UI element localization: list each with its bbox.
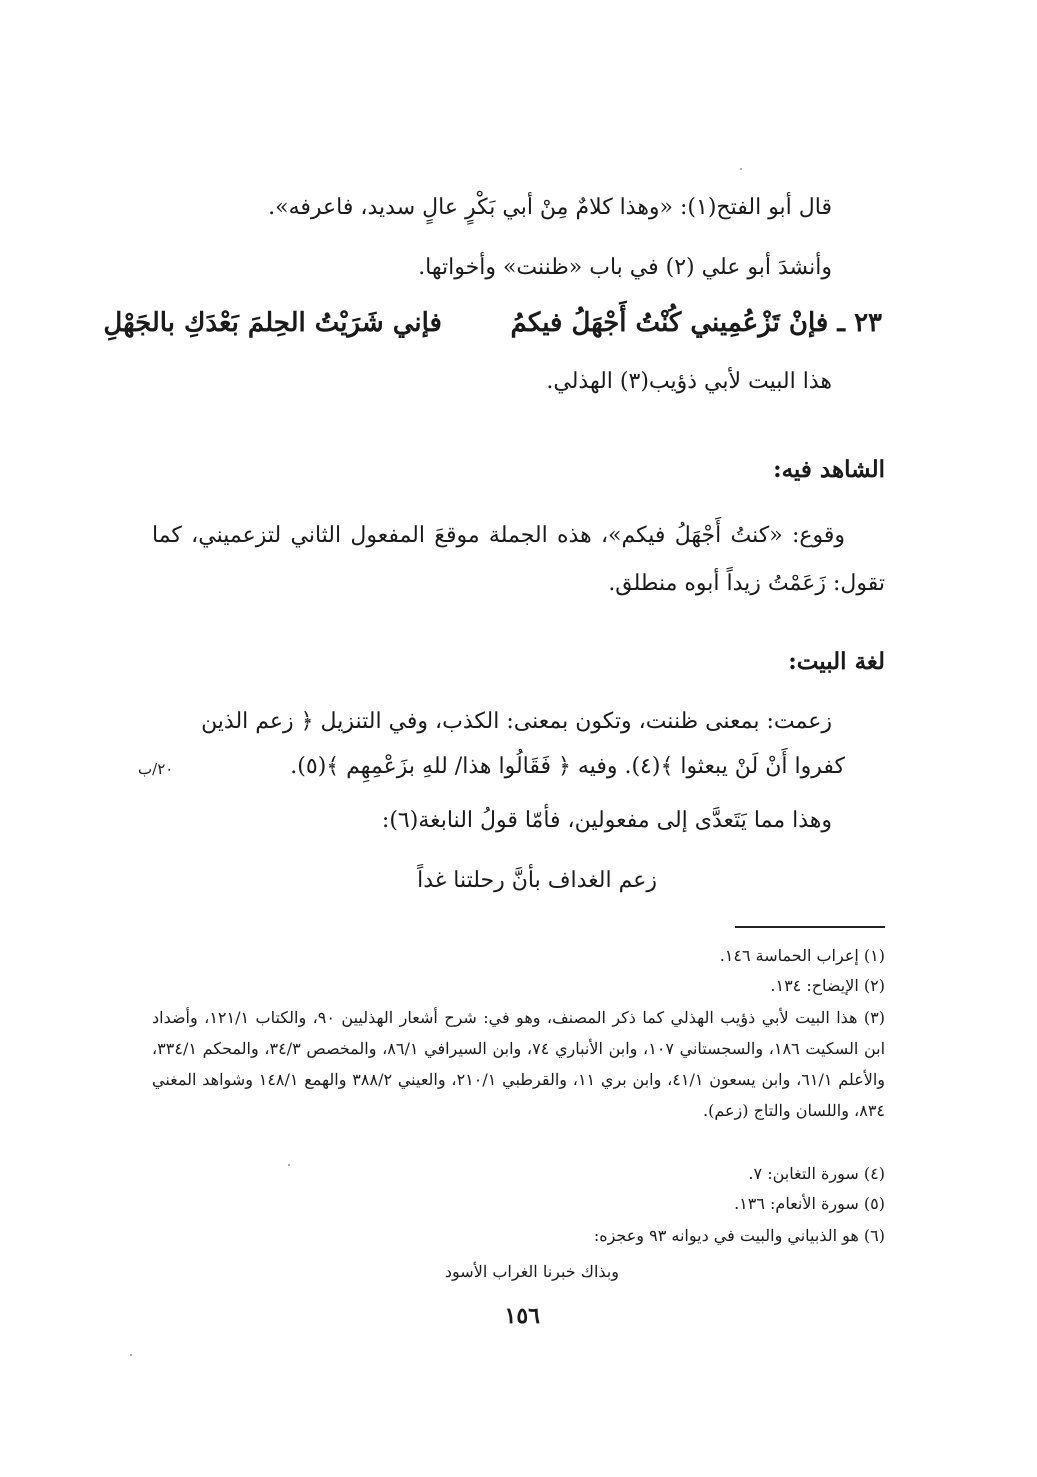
verse-second-hemistich: فإني شَرَيْتُ الحِلمَ بَعْدَكِ بالجَهْلِ <box>103 308 442 338</box>
footnote-6-verse: وبذاك خبرنا الغراب الأسود <box>444 1262 619 1281</box>
verse-line-ghudaf: زعم الغداف بأنَّ رحلتنا غداً <box>417 868 657 893</box>
text-line-zaamt: زعمت: بمعنى ظننت، وتكون بمعنى: الكذب، وفي التنزيل ﴿ زعم الذين <box>201 709 832 734</box>
verse-first-hemistich: ٢٣ ـ فإنْ تَزْعُمِيني كُنْتُ أَجْهَلُ فيكمُ <box>510 308 882 338</box>
footnote-4: (٤) سورة التغابن: ٧. <box>748 1164 885 1183</box>
footnote-6: (٦) هو الذبياني والبيت في ديوانه ٩٣ وعجزه: <box>593 1226 885 1245</box>
margin-folio-note: ٢٠/ب <box>138 760 174 778</box>
footnote-1: (١) إعراب الحماسة ١٤٦. <box>719 946 885 965</box>
heading-shahid: الشاهد فيه: <box>773 456 885 483</box>
scan-speck <box>288 1164 290 1166</box>
text-line-nabigha: وهذا مما يَتَعدَّى إلى مفعولين، فأمّا قولُ النابغة(٦): <box>381 808 832 833</box>
scan-speck <box>130 1354 132 1356</box>
footnote-3: (٣) هذا البيت لأبي ذؤيب الهذلي كما ذكر المصنف، وهو في: شرح أشعار الهذليين ٩٠، والكتاب ١٢١/١، وأضداد ابن السكيت ١٨٦، والسجستاني ١٠٧، وابن الأنباري ٧٤، وابن السيرافي ٨٦/١، والمخصص ٣٤/٣، والمحكم ٣٣٤/١، والأعلم ٦١/١، وابن يسعون ٤١/١، وابن بري ١١، والقرطبي ٢١٠/١، والعيني ٣٨٨/٢ والهمع ١٤٨/١ وشواهد المغني ٨٣٤، واللسان والتاج (زعم). <box>152 1008 886 1120</box>
text-line-abu-ali: وأنشدَ أبو علي (٢) في باب «ظننت» وأخواتها. <box>418 255 832 280</box>
text-line-abu-dhuayb: هذا البيت لأبي ذؤيب(٣) الهذلي. <box>546 369 832 394</box>
heading-lugha: لغة البيت: <box>788 648 885 675</box>
text-line-abu-alfath: قال أبو الفتح(١): «وهذا كلامٌ مِنْ أبي بَكْرٍ عالٍ سديد، فاعرفه». <box>268 195 832 220</box>
footnote-2: (٢) الإيضاح: ١٣٤. <box>770 976 885 995</box>
footnote-5: (٥) سورة الأنعام: ١٣٦. <box>734 1194 885 1213</box>
page-number: ١٥٦ <box>504 1303 540 1329</box>
scan-speck <box>740 168 742 170</box>
footnote-separator <box>735 926 885 928</box>
paragraph-shahid: وقوع: «كنتُ أَجْهَلُ فيكم»، هذه الجملة موقعَ المفعول الثاني لتزعميني، كما تقول: زَعَمْتُ زيداً أبوه منطلق. <box>152 523 885 596</box>
text-line-kafaru: كفروا أَنْ لَنْ يبعثوا ﴾(٤). وفيه ﴿ فَقَالُوا هذا/ للهِ بزَعْمِهِم ﴾(٥). <box>290 754 845 779</box>
